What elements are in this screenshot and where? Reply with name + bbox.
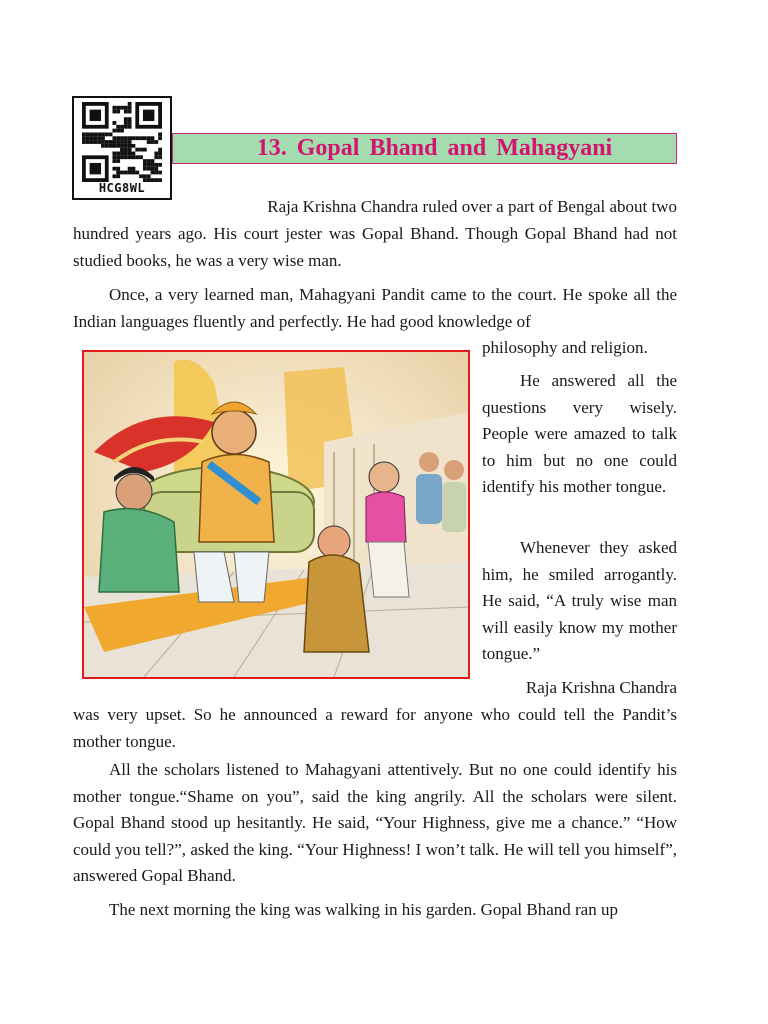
paragraph-1-first-line: Raja Krishna Chandra ruled over a part of Bengal about two: [267, 197, 677, 216]
court-scene-drawing: [84, 352, 468, 677]
paragraph-7: The next morning the king was walking in his garden. Gopal Bhand ran up: [109, 900, 618, 919]
paragraph-4-side: Whenever they asked him, he smiled arrogantly. He said, “A truly wise man will easily know my mother tongue.”: [482, 538, 677, 663]
qr-code[interactable]: [72, 96, 172, 200]
paragraph-6: All the scholars listened to Mahagyani attentively. But no one could identify his mother tongue.“Shame on you”, said the king angrily. All the scholars were silent. Gopal Bhand stood up hesitantly. He said, “Your Highness, give me a chance.” “How could you tell?”, asked the king. “Your Highness! I won’t talk. He will tell you himself”, answered Gopal Bhand.: [73, 760, 677, 885]
paragraph-3-side: He answered all the questions very wisely. People were amazed to talk to him but no one could identify his mother tongue.: [482, 371, 677, 496]
qr-pattern: [79, 102, 165, 182]
paragraph-2: Once, a very learned man, Mahagyani Pandit came to the court. He spoke all the Indian languages fluently and perfectly. He had good knowledge of: [73, 285, 677, 331]
lesson-title: 13. Gopal Bhand and Mahagyani: [256, 135, 613, 161]
qr-code-label: HCG8WL: [98, 181, 146, 195]
paragraph-2-side: philosophy and religion.: [482, 338, 648, 357]
illustration-king-court: [82, 350, 470, 679]
lesson-title-banner: [172, 133, 677, 164]
paragraph-1-rest: hundred years ago. His court jester was Gopal Bhand. Though Gopal Bhand had not studied books, he was a very wise man.: [73, 224, 677, 270]
paragraph-5-side: Raja Krishna Chandra: [525, 678, 677, 697]
paragraph-5-rest: was very upset. So he announced a reward for anyone who could tell the Pandit’s mother tongue.: [73, 705, 677, 751]
